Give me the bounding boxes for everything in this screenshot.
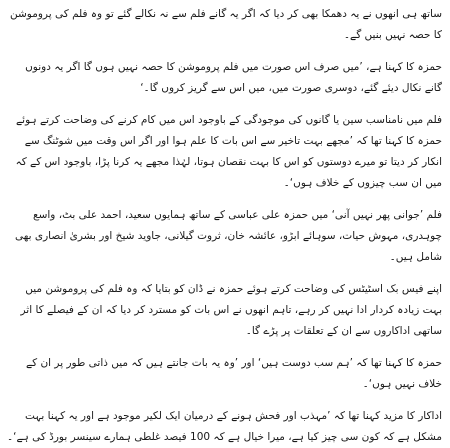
article-paragraph: فلم میں نامناسب سین یا گانوں کی موجودگی کے باوجود اس میں کام کرنے کی وضاحت کرتے ہوئے حمزہ کا کہنا تھا کہ ’مجھے بہت تاخیر سے اس بات کا علم ہوا اور اگر اس وقت میں شوٹنگ سے انکار کر دیتا تو میرے دوستوں کو اس کا بہت نقصان ہوتا، لہٰذا مجھے یہ کرنا پڑا، باوجود اس کے کہ میں ان سب چیزوں کے خلاف ہوں‘۔	[15, 114, 442, 189]
article-paragraph: فلم ’جوانی پھر نہیں آنی‘ میں حمزہ علی عباسی کے ساتھ ہمایوں سعید، احمد علی بٹ، واسع چوہدری، مہوش حیات، سوہائے ابڑو، عائشہ خان، ثروت گیلانی، جاوید شیخ اور بشریٰ انصاری بھی شامل ہیں۔	[15, 209, 442, 263]
article-paragraph: اپنے فیس بک اسٹیٹس کی وضاحت کرتے ہوئے حمزہ نے ڈان کو بتایا کہ وہ فلم کی پروموشن میں بہت زیادہ کردار ادا نہیں کر رہے، تاہم انھوں نے اس بات کو مسترد کر دیا کہ ان کے فیصلے کا اثر ساتھی اداکاروں سے ان کے تعلقات پر پڑے گا۔	[20, 283, 442, 337]
article-paragraph: حمزہ کا کہنا تھا کہ ’ہم سب دوست ہیں‘ اور ’وہ یہ بات جانتے ہیں کہ میں ذاتی طور پر ان کے خلاف نہیں ہوں‘۔	[25, 357, 442, 390]
article-paragraph: حمزہ کا کہنا ہے، ’میں صرف اس صورت میں فلم پروموشن کا حصہ نہیں ہوں گا اگر یہ دونوں گانے نکال دیئے گئے، دوسری صورت میں، میں اس سے گریز کروں گا۔‘	[25, 61, 442, 94]
article-paragraph: اداکار کا مزید کہنا تھا کہ ’مہذب اور فحش ہونے کے درمیان ایک لکیر موجود ہے اور یہ کہنا بہت مشکل ہے کہ کون سی چیز کیا ہے، میرا خیال ہے کہ 100 فیصد غلطی ہمارے سینسر بورڈ کی ہے‘۔	[6, 410, 442, 443]
article-paragraph: ساتھ ہی انھوں نے یہ دھمکا بھی کر دیا کہ اگر یہ گانے فلم سے نہ نکالے گئے تو وہ فلم کی پروموشن کا حصہ نہیں بنیں گے۔	[10, 8, 442, 41]
